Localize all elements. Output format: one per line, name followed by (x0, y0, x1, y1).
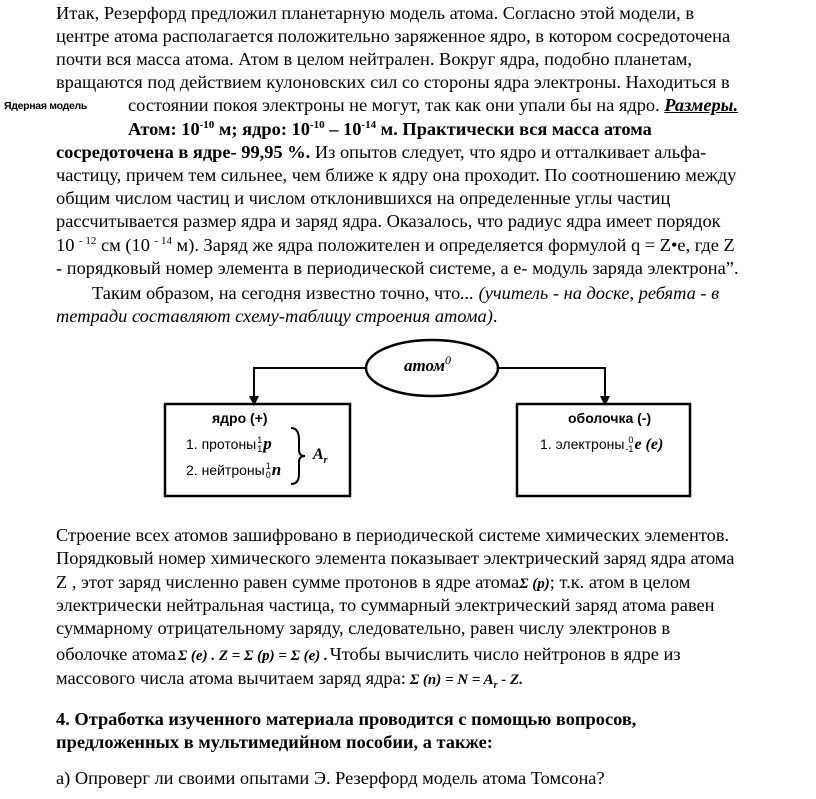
exponent: -10 (309, 119, 325, 131)
text: 10 (56, 235, 79, 255)
brace (291, 428, 305, 484)
text: . (492, 306, 498, 326)
line-5-text: состоянии покоя электроны не могут, так как они упали бы на ядро. (128, 95, 665, 115)
text: массового числа атома вычитаем заряд ядра: (56, 668, 406, 688)
paragraph-3-line-5: суммарному отрицательному заряду, следовательно, равен числу электронов в (56, 618, 671, 638)
subscript: r (323, 455, 328, 467)
symbol: e (e) (634, 436, 664, 453)
paragraph-1-line-1: Итак, Резерфорд предложил планетарную модель атома. Согласно этой модели, в (56, 3, 695, 23)
subscript: r (493, 680, 498, 691)
text: м). Заряд же ядра положителен и определяется формулой q = Z•e, где Z (171, 235, 735, 255)
paragraph-1-line-3: почти вся масса атома. Атом в целом нейтрален. Вокруг ядра, подобно планетам, (56, 49, 693, 69)
exponent: - 12 (79, 235, 97, 247)
text: ; т.к. атом в целом (549, 572, 691, 592)
section-4-line-2: предложенных в мультимедийном пособии, а также: (56, 732, 493, 752)
neutrons-row (186, 460, 281, 480)
ar-label (313, 446, 328, 466)
formula-end: - Z. (497, 672, 523, 688)
exponent: -10 (199, 119, 215, 131)
electron-indices (625, 436, 633, 454)
mass-index: 0 (628, 435, 634, 446)
superscript: 0 (445, 353, 451, 367)
formula: Σ (n) = N = A (409, 672, 494, 688)
text: атом (404, 356, 445, 375)
paragraph-1-line-2: центре атома располагается положительно заряженное ядро, в котором сосредоточена (56, 26, 731, 46)
paragraph-1-line-10: рассчитывается размер ядра и заряд ядра. Оказалось, что радиус ядра имеет порядок (56, 211, 721, 231)
question-a: а) Опроверг ли своими опытами Э. Резерфорд модель атома Томсона? (56, 768, 605, 788)
neutron-indices (266, 462, 271, 480)
connector-right (498, 368, 605, 400)
paragraph-3-line-6 (56, 643, 681, 668)
paragraph-1-line-12: - порядковый номер элемента в периодической системе, а е- модуль заряда электрона”. (56, 258, 739, 278)
italic-note: ... (учитель - на доске, ребята - в (460, 283, 720, 303)
text: оболочке атома (56, 644, 176, 664)
text: 2. нейтроны (186, 462, 265, 478)
paragraph-3-line-2: Порядковый номер химического элемента показывает электрический заряд ядра атома (56, 548, 735, 568)
italic-note: тетради составляют схему-таблицу строения атома) (56, 306, 493, 326)
side-label: Ядерная модель (4, 100, 88, 112)
paragraph-1-line-8: частицу, причем тем сильнее, чем ближе к ядру она проходит. По соотношению между (56, 165, 737, 185)
text: 1. протоны (186, 436, 257, 452)
mass-statement: м. Практически вся масса атома (376, 119, 652, 139)
paragraph-3-line-7 (56, 667, 523, 697)
text: Таким образом, на сегодня известно точно, что (92, 283, 461, 303)
proton-indices (257, 436, 262, 454)
sizes-heading: Размеры. (664, 95, 739, 115)
line-7-text: Из опытов следует, что ядро и отталкивает альфа- (310, 142, 707, 162)
connector-left (254, 368, 366, 400)
charge-equality-formula: Σ (e) . Z = Σ (p) = Σ (e) . (177, 648, 328, 664)
symbol: p (263, 434, 272, 453)
shell-title: оболочка (-) (568, 410, 652, 426)
text: см (10 (96, 235, 155, 255)
exponent: -14 (361, 119, 377, 131)
text: Чтобы вычислить число нейтронов в ядре из (329, 644, 681, 664)
text: A (313, 446, 324, 463)
atom-size-label: Атом: 10 (128, 119, 200, 139)
paragraph-3-line-4: электрически нейтральная частица, то суммарный электрический заряд атома равен (56, 595, 715, 615)
sum-protons-formula: Σ (p) (519, 576, 550, 592)
paragraph-3-line-3 (56, 571, 690, 596)
charge-index: -1 (625, 444, 634, 455)
text: Z , этот заряд численно равен сумме протонов в ядре атома (56, 572, 520, 592)
range-dash: – 10 (324, 119, 362, 139)
paragraph-1-line-9: общим числом частиц и числом отклонившихся на определенные углы частиц (56, 188, 671, 208)
atom-label (404, 353, 451, 376)
protons-row (186, 434, 272, 454)
nucleus-title: ядро (+) (212, 410, 268, 426)
neutron-formula (409, 672, 523, 691)
mass-percent: сосредоточена в ядре- 99,95 %. (56, 142, 311, 162)
nucleus-size-label: м; ядро: 10 (214, 119, 310, 139)
exponent: - 14 (154, 235, 172, 247)
paragraph-3-line-1: Строение всех атомов зашифровано в периодической системе химических элементов. (56, 525, 730, 545)
mass-index: 1 (265, 461, 271, 472)
charge-index: 1 (257, 444, 263, 455)
paragraph-1-line-4: вращаются под действием кулоновских сил со стороны ядра электроны. Находиться в (56, 72, 730, 92)
electrons-row (540, 436, 663, 454)
section-4-line-1: 4. Отработка изученного материала проводится с помощью вопросов, (56, 709, 637, 729)
charge-index: 0 (265, 470, 271, 481)
text: 1. электроны (540, 436, 625, 452)
mass-index: 1 (257, 435, 263, 446)
symbol: n (271, 460, 282, 479)
